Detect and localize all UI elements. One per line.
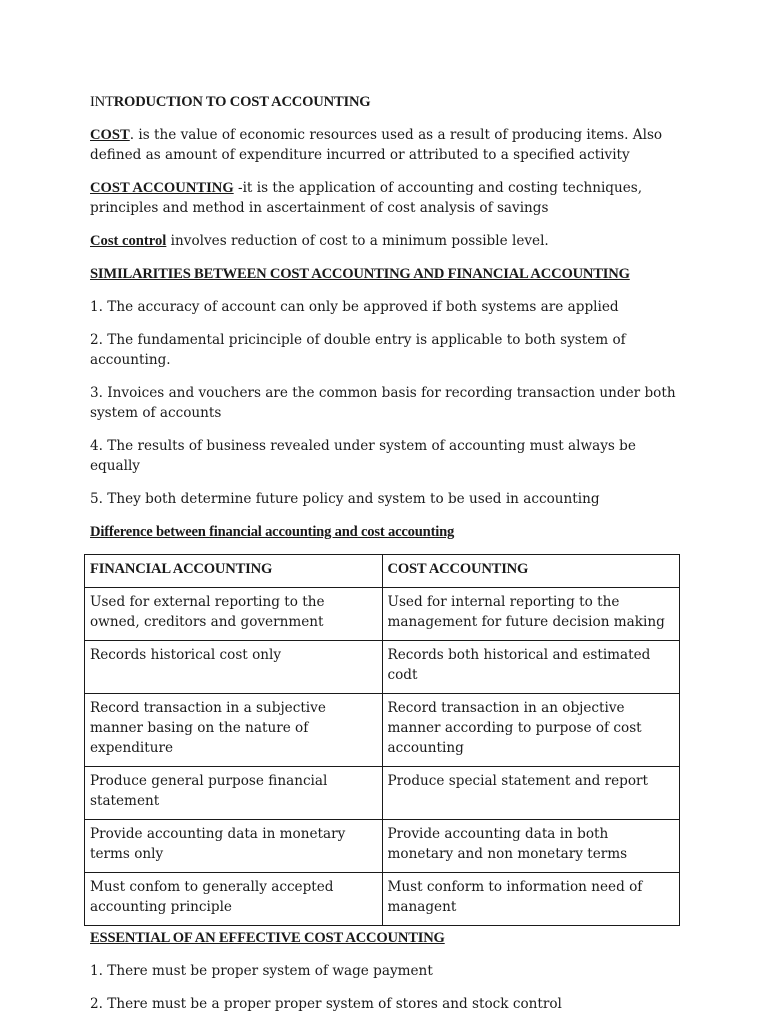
page-title bbox=[90, 92, 686, 112]
table-row bbox=[85, 588, 680, 641]
similarity-item: 2. The fundamental pricinciple of double entry is applicable to both system of accounting. bbox=[90, 332, 626, 368]
essentials-heading: ESSENTIAL OF AN EFFECTIVE COST ACCOUNTING bbox=[90, 930, 445, 946]
table-cell: Provide accounting data in monetary terms only bbox=[85, 820, 383, 873]
table-row bbox=[85, 641, 680, 694]
table-cell: Record transaction in an objective manner according to purpose of cost accounting bbox=[382, 694, 680, 767]
table-row bbox=[85, 820, 680, 873]
column-header-cost: COST ACCOUNTING bbox=[382, 555, 680, 588]
similarity-item: 5. They both determine future policy and system to be used in accounting bbox=[90, 491, 600, 507]
table-cell: Must confom to generally accepted accounting principle bbox=[85, 873, 383, 926]
similarities-heading: SIMILARITIES BETWEEN COST ACCOUNTING AND FINANCIAL ACCOUNTING bbox=[90, 266, 630, 282]
definition-term: COST bbox=[90, 127, 130, 143]
difference-heading: Difference between financial accounting and cost accounting bbox=[90, 524, 455, 540]
similarity-item: 1. The accuracy of account can only be approved if both systems are applied bbox=[90, 299, 619, 315]
document-page bbox=[90, 92, 686, 1027]
table-row bbox=[85, 694, 680, 767]
table-header-row bbox=[85, 555, 680, 588]
column-header-financial: FINANCIAL ACCOUNTING bbox=[85, 555, 383, 588]
definition-cost-control bbox=[90, 231, 686, 251]
table-cell: Produce general purpose financial statement bbox=[85, 767, 383, 820]
table-row bbox=[85, 767, 680, 820]
definition-cost-accounting bbox=[90, 178, 686, 218]
title-rest: RODUCTION TO COST ACCOUNTING bbox=[113, 94, 371, 110]
table-cell: Records historical cost only bbox=[85, 641, 383, 694]
table-cell: Must conform to information need of managent bbox=[382, 873, 680, 926]
similarity-item: 4. The results of business revealed under system of accounting must always be equally bbox=[90, 438, 636, 474]
difference-table bbox=[84, 554, 680, 926]
table-cell: Used for external reporting to the owned, creditors and government bbox=[85, 588, 383, 641]
definition-text: involves reduction of cost to a minimum possible level. bbox=[166, 233, 549, 249]
table-cell: Record transaction in a subjective manner basing on the nature of expenditure bbox=[85, 694, 383, 767]
table-cell: Used for internal reporting to the management for future decision making bbox=[382, 588, 680, 641]
definition-term: Cost control bbox=[90, 233, 167, 249]
essential-item: 2. There must be a proper proper system of stores and stock control bbox=[90, 996, 562, 1012]
table-row bbox=[85, 873, 680, 926]
title-start: INT bbox=[90, 94, 114, 110]
definition-cost bbox=[90, 125, 686, 165]
definition-term: COST ACCOUNTING bbox=[90, 180, 234, 196]
table-cell: Produce special statement and report bbox=[382, 767, 680, 820]
definition-text: . is the value of economic resources used as a result of producing items. Also defined as amount of expenditure incurred or attributed to a specified activity bbox=[90, 127, 663, 163]
table-cell: Records both historical and estimated codt bbox=[382, 641, 680, 694]
table-cell: Provide accounting data in both monetary and non monetary terms bbox=[382, 820, 680, 873]
essential-item: 1. There must be proper system of wage payment bbox=[90, 963, 433, 979]
definition-text: -it is the application of accounting and costing techniques, principles and method in ascertainment of cost analysis of savings bbox=[90, 180, 643, 216]
similarity-item: 3. Invoices and vouchers are the common basis for recording transaction under both system of accounts bbox=[90, 385, 676, 421]
